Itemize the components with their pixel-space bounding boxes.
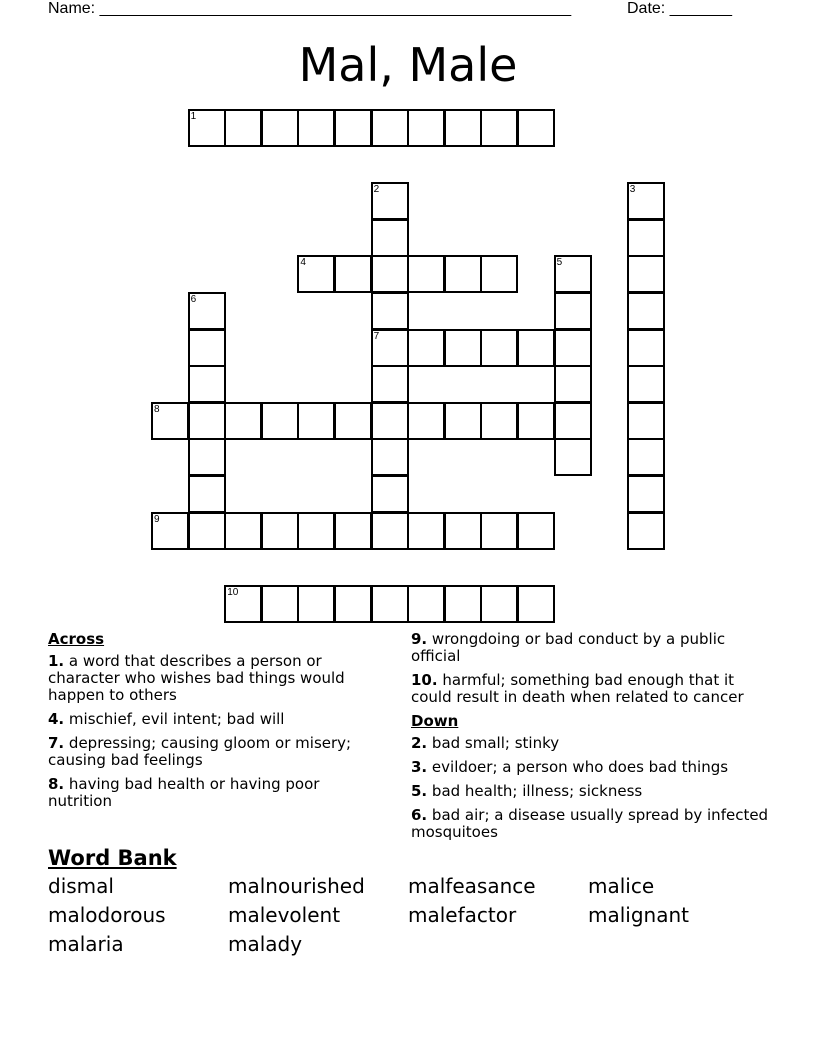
crossword-cell[interactable] <box>480 329 518 367</box>
crossword-cell[interactable] <box>151 512 189 550</box>
clue-text: mischief, evil intent; bad will <box>68 710 285 728</box>
crossword-cell[interactable] <box>554 402 592 440</box>
crossword-cell[interactable] <box>407 329 445 367</box>
clue-down-6 <box>411 807 771 841</box>
crossword-cell[interactable] <box>261 512 299 550</box>
clue-number-label: 4 <box>300 257 306 269</box>
word-bank-item: malady <box>228 932 303 956</box>
word-bank-item: malignant <box>588 903 689 927</box>
clue-number-label: 5 <box>556 257 563 269</box>
crossword-cell[interactable] <box>517 109 555 147</box>
crossword-cell[interactable] <box>444 512 482 550</box>
crossword-cell[interactable] <box>151 402 189 440</box>
clue-number-label: 3 <box>629 184 636 196</box>
clue-text: a word that describes a person or character who wishes bad things would happen to others <box>48 652 345 704</box>
crossword-cell[interactable] <box>371 329 409 367</box>
clue-down-2 <box>411 735 771 752</box>
word-bank-item: malfeasance <box>408 874 536 898</box>
crossword-cell[interactable] <box>627 255 665 293</box>
crossword-cell[interactable] <box>444 109 482 147</box>
clue-text: harmful; something bad enough that it could result in death when related to cancer <box>411 671 744 706</box>
name-field-label[interactable]: Name: _____________________________________________________ <box>48 0 572 17</box>
crossword-cell[interactable] <box>517 512 555 550</box>
crossword-cell[interactable] <box>334 512 372 550</box>
clue-across-10 <box>411 672 771 706</box>
crossword-cell[interactable] <box>188 512 226 550</box>
clue-number: 7. <box>48 734 65 752</box>
crossword-cell[interactable] <box>371 219 409 257</box>
crossword-cell[interactable] <box>517 329 555 367</box>
crossword-cell[interactable] <box>371 475 409 513</box>
crossword-cell[interactable] <box>627 219 665 257</box>
clue-text: having bad health or having poor nutrition <box>48 775 320 810</box>
crossword-cell[interactable] <box>407 585 445 623</box>
crossword-cell[interactable] <box>407 109 445 147</box>
clue-number-label: 6 <box>190 294 197 305</box>
crossword-cell[interactable] <box>224 402 262 440</box>
clue-across-1 <box>48 653 368 704</box>
crossword-cell[interactable] <box>297 109 335 147</box>
date-field-label[interactable]: Date: _______ <box>627 0 732 17</box>
word-bank-item: malodorous <box>48 903 166 927</box>
crossword-cell[interactable] <box>188 402 226 440</box>
crossword-cell[interactable] <box>371 585 409 623</box>
crossword-cell[interactable] <box>407 255 445 293</box>
crossword-cell[interactable] <box>297 585 335 623</box>
crossword-cell[interactable] <box>371 109 409 147</box>
crossword-cell[interactable] <box>261 402 299 440</box>
crossword-cell[interactable] <box>480 585 518 623</box>
crossword-cell[interactable] <box>444 585 482 623</box>
crossword-cell[interactable] <box>188 109 226 147</box>
clue-number-label: 1 <box>190 111 197 122</box>
clue-number-label: 10 <box>227 586 239 598</box>
crossword-cell[interactable] <box>627 365 665 403</box>
clue-number-label: 8 <box>154 403 160 415</box>
clue-text: wrongdoing or bad conduct by a public official <box>411 630 726 665</box>
crossword-cell[interactable] <box>371 402 409 440</box>
crossword-cell[interactable] <box>371 438 409 476</box>
word-bank-item: dismal <box>48 874 114 898</box>
clue-number: 1. <box>48 652 65 670</box>
crossword-cell[interactable] <box>627 329 665 367</box>
word-bank-item: malefactor <box>408 903 517 927</box>
crossword-cell[interactable] <box>371 512 409 550</box>
crossword-cell[interactable] <box>334 585 372 623</box>
across-heading: Across <box>48 630 105 648</box>
clue-text: evildoer; a person who does bad things <box>431 758 729 776</box>
word-bank-title: Word Bank <box>48 846 177 870</box>
crossword-cell[interactable] <box>517 402 555 440</box>
crossword-cell[interactable] <box>334 109 372 147</box>
clue-text: depressing; causing gloom or misery; causing bad feelings <box>48 734 352 769</box>
clue-down-5 <box>411 783 771 800</box>
clue-number: 6. <box>411 806 428 824</box>
word-bank-item: malnourished <box>228 874 365 898</box>
crossword-cell[interactable] <box>297 402 335 440</box>
clue-number: 9. <box>411 630 428 648</box>
clue-text: bad health; illness; sickness <box>431 782 643 800</box>
clue-text: bad air; a disease usually spread by infected mosquitoes <box>411 806 769 841</box>
crossword-cell[interactable] <box>261 585 299 623</box>
word-bank <box>48 873 768 957</box>
crossword-cell[interactable] <box>554 365 592 403</box>
crossword-cell[interactable] <box>554 438 592 476</box>
crossword-cell[interactable] <box>554 329 592 367</box>
word-bank-item: malaria <box>48 932 124 956</box>
crossword-cell[interactable] <box>444 329 482 367</box>
crossword-cell[interactable] <box>188 365 226 403</box>
crossword-cell[interactable] <box>371 292 409 330</box>
crossword-cell[interactable] <box>627 475 665 513</box>
crossword-cell[interactable] <box>444 255 482 293</box>
crossword-cell[interactable] <box>188 292 226 330</box>
crossword-cell[interactable] <box>188 329 226 367</box>
crossword-cell[interactable] <box>554 292 592 330</box>
clue-across-9 <box>411 631 771 665</box>
clue-number: 4. <box>48 710 65 728</box>
crossword-cell[interactable] <box>371 365 409 403</box>
crossword-cell[interactable] <box>444 402 482 440</box>
crossword-cell[interactable] <box>297 512 335 550</box>
crossword-cell[interactable] <box>224 585 262 623</box>
crossword-cell[interactable] <box>188 475 226 513</box>
crossword-cell[interactable] <box>627 512 665 550</box>
clue-across-8 <box>48 776 368 810</box>
crossword-cell[interactable] <box>517 585 555 623</box>
crossword-cell[interactable] <box>480 109 518 147</box>
clues-column-right <box>411 631 771 848</box>
word-bank-item: malevolent <box>228 903 341 927</box>
crossword-cell[interactable] <box>371 255 409 293</box>
crossword-cell[interactable] <box>407 402 445 440</box>
word-bank-item: malice <box>588 874 655 898</box>
crossword-cell[interactable] <box>407 512 445 550</box>
crossword-cell[interactable] <box>627 438 665 476</box>
clue-number: 3. <box>411 758 428 776</box>
crossword-cell[interactable] <box>480 402 518 440</box>
crossword-cell[interactable] <box>554 255 592 293</box>
clue-across-4 <box>48 711 368 728</box>
puzzle-title: Mal, Male <box>298 38 518 92</box>
crossword-cell[interactable] <box>224 512 262 550</box>
clue-number-label: 7 <box>373 330 380 342</box>
clue-number-label: 9 <box>154 513 160 525</box>
crossword-cell[interactable] <box>334 255 372 293</box>
clue-down-3 <box>411 759 771 776</box>
crossword-cell[interactable] <box>627 402 665 440</box>
crossword-cell[interactable] <box>480 255 518 293</box>
clue-text: bad small; stinky <box>431 734 560 752</box>
clues-column-left <box>48 631 368 817</box>
crossword-cell[interactable] <box>627 182 665 220</box>
crossword-cell[interactable] <box>627 292 665 330</box>
crossword-cell[interactable] <box>480 512 518 550</box>
crossword-cell[interactable] <box>334 402 372 440</box>
clue-number: 8. <box>48 775 65 793</box>
clue-number-label: 2 <box>373 184 380 196</box>
down-heading: Down <box>411 712 459 730</box>
crossword-cell[interactable] <box>297 255 335 293</box>
crossword-cell[interactable] <box>261 109 299 147</box>
clue-across-7 <box>48 735 368 769</box>
crossword-cell[interactable] <box>224 109 262 147</box>
clue-number: 10. <box>411 671 438 689</box>
crossword-cell[interactable] <box>371 182 409 220</box>
clue-number: 5. <box>411 782 428 800</box>
clue-number: 2. <box>411 734 428 752</box>
crossword-cell[interactable] <box>188 438 226 476</box>
